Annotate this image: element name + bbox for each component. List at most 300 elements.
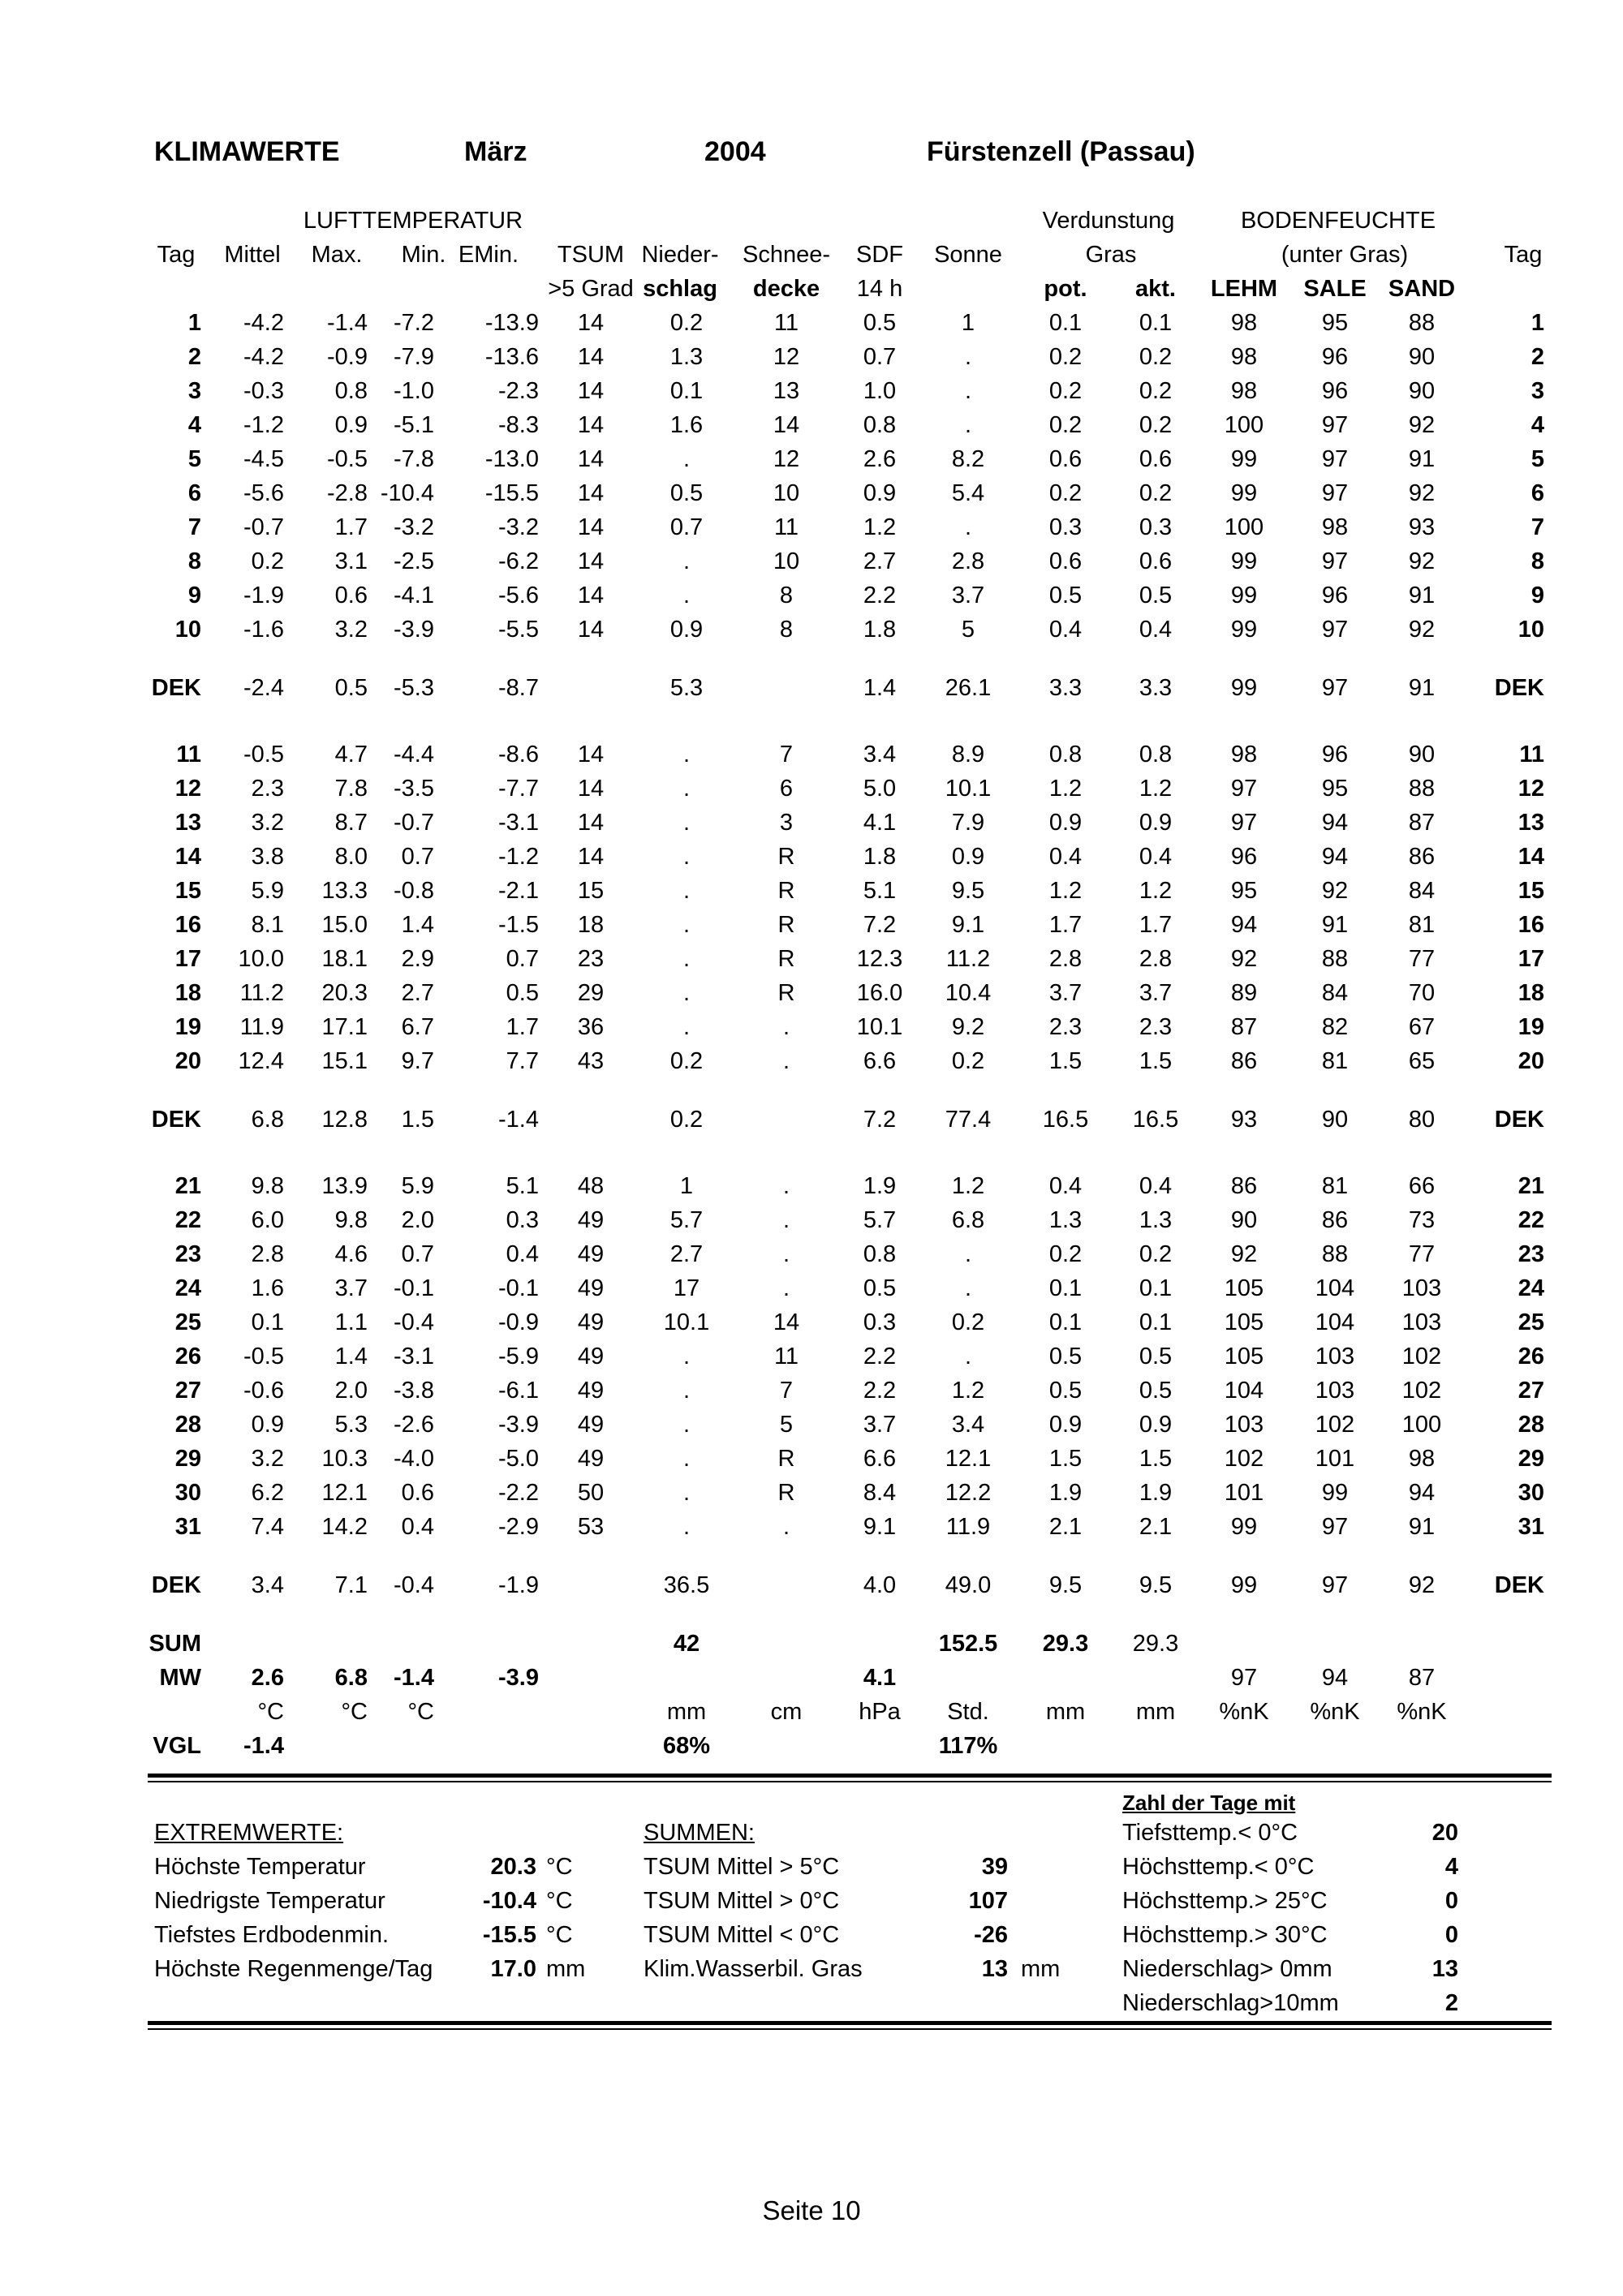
cell-sdf: 1.2 bbox=[863, 514, 897, 540]
extreme-unit: °C bbox=[546, 1854, 573, 1880]
cell-min: -0.1 bbox=[394, 1275, 434, 1301]
cell-verd-akt: 9.5 bbox=[1139, 1572, 1173, 1598]
sums-title: SUMMEN: bbox=[644, 1820, 755, 1846]
cell-min: -1.0 bbox=[394, 378, 434, 404]
col-header-sdf: SDF bbox=[856, 242, 903, 268]
col-header-max: Max. bbox=[311, 242, 363, 268]
cell-sdf: 2.2 bbox=[863, 1344, 897, 1369]
cell-schneedecke: 7 bbox=[779, 742, 794, 767]
station-name: Fürstenzell (Passau) bbox=[927, 136, 1195, 167]
cell-mittel: °C bbox=[257, 1699, 284, 1725]
col-header-niederschlag: Nieder- bbox=[641, 242, 719, 268]
cell-min: -10.4 bbox=[380, 480, 434, 506]
cell-min: -0.7 bbox=[394, 810, 434, 836]
cell-verd-akt: 0.4 bbox=[1139, 844, 1173, 870]
cell-verd-akt: 0.2 bbox=[1139, 378, 1173, 404]
cell-verd-pot: 3.7 bbox=[1048, 980, 1083, 1006]
cell-sdf: 3.7 bbox=[863, 1412, 897, 1438]
cell-sale: 94 bbox=[1321, 1665, 1349, 1691]
table-row bbox=[0, 737, 1623, 772]
cell-mittel: 0.1 bbox=[251, 1309, 284, 1335]
cell-mittel: -1.2 bbox=[243, 412, 284, 438]
table-row bbox=[0, 442, 1623, 476]
cell-tsum: 14 bbox=[577, 617, 605, 643]
cell-min: -7.9 bbox=[394, 344, 434, 370]
cell-sale: 90 bbox=[1321, 1107, 1349, 1133]
cell-sale: 92 bbox=[1321, 878, 1349, 904]
cell-schneedecke: . bbox=[782, 1207, 790, 1233]
cell-min: 2.7 bbox=[401, 980, 434, 1006]
cell-verd-pot: 0.3 bbox=[1048, 514, 1083, 540]
cell-sale: 97 bbox=[1321, 446, 1349, 472]
cell-sand: 77 bbox=[1408, 1241, 1436, 1267]
cell-emin: 0.3 bbox=[506, 1207, 539, 1233]
cell-tag-right: DEK bbox=[1494, 1572, 1544, 1598]
cell-emin: 0.5 bbox=[506, 980, 539, 1006]
cell-tag: 20 bbox=[174, 1048, 201, 1074]
cell-max: -1.4 bbox=[327, 310, 368, 336]
cell-niederschlag: . bbox=[682, 1344, 691, 1369]
extreme-label: Höchste Temperatur bbox=[154, 1854, 366, 1880]
cell-lehm: 93 bbox=[1230, 1107, 1258, 1133]
table-row bbox=[0, 1271, 1623, 1305]
cell-lehm: 101 bbox=[1224, 1480, 1264, 1506]
cell-min: 0.7 bbox=[401, 1241, 434, 1267]
cell-schneedecke: 8 bbox=[779, 617, 794, 643]
cell-sand: 84 bbox=[1408, 878, 1436, 904]
cell-min: -5.3 bbox=[394, 675, 434, 701]
cell-schneedecke: 10 bbox=[773, 480, 800, 506]
cell-tag-right: 15 bbox=[1518, 878, 1544, 904]
cell-tag-right: 30 bbox=[1518, 1480, 1544, 1506]
cell-min: 0.4 bbox=[401, 1514, 434, 1540]
cell-min: 5.9 bbox=[401, 1173, 434, 1199]
table-row bbox=[0, 1442, 1623, 1476]
cell-niederschlag: . bbox=[682, 810, 691, 836]
cell-niederschlag: 1.6 bbox=[669, 412, 704, 438]
cell-lehm: 89 bbox=[1230, 980, 1258, 1006]
cell-sonne: 117% bbox=[938, 1733, 998, 1759]
stats-row-3 bbox=[0, 1918, 1623, 1952]
cell-verd-pot: 1.5 bbox=[1048, 1446, 1083, 1472]
cell-niederschlag: . bbox=[682, 1514, 691, 1540]
cell-verd-akt: 1.5 bbox=[1139, 1048, 1173, 1074]
cell-sand: 102 bbox=[1401, 1344, 1442, 1369]
cell-sonne: 8.2 bbox=[951, 446, 985, 472]
cell-verd-pot: 0.8 bbox=[1048, 742, 1083, 767]
cell-lehm: 99 bbox=[1230, 1514, 1258, 1540]
cell-sdf: 1.8 bbox=[863, 617, 897, 643]
cell-sonne: Std. bbox=[947, 1699, 989, 1725]
table-row bbox=[0, 908, 1623, 942]
cell-tag: VGL bbox=[153, 1733, 201, 1759]
cell-tag-right: 7 bbox=[1530, 514, 1544, 540]
cell-sale: %nK bbox=[1310, 1699, 1360, 1725]
stats-row-0 bbox=[0, 1816, 1623, 1850]
cell-verd-akt: mm bbox=[1135, 1699, 1176, 1725]
cell-sand: 65 bbox=[1408, 1048, 1436, 1074]
cell-sdf: 4.1 bbox=[863, 810, 897, 836]
cell-max: 0.8 bbox=[334, 378, 368, 404]
col-header-unter-gras: (unter Gras) bbox=[1281, 242, 1409, 268]
cell-sdf: 0.5 bbox=[863, 1275, 897, 1301]
cell-sale: 88 bbox=[1321, 1241, 1349, 1267]
sum-label: TSUM Mittel < 0°C bbox=[644, 1922, 840, 1948]
cell-verd-pot: 0.5 bbox=[1048, 1344, 1083, 1369]
extremes-title: EXTREMWERTE: bbox=[154, 1820, 344, 1846]
cell-sdf: 4.0 bbox=[863, 1572, 897, 1598]
cell-max: -2.8 bbox=[327, 480, 368, 506]
cell-verd-pot: 2.8 bbox=[1048, 946, 1083, 972]
cell-niederschlag: . bbox=[682, 946, 691, 972]
cell-verd-akt: 0.8 bbox=[1139, 742, 1173, 767]
cell-schneedecke: 14 bbox=[773, 1309, 800, 1335]
cell-emin: -8.7 bbox=[498, 675, 539, 701]
cell-max: 20.3 bbox=[321, 980, 368, 1006]
cell-niederschlag: . bbox=[682, 1446, 691, 1472]
extreme-value: -10.4 bbox=[482, 1888, 536, 1914]
table-row bbox=[0, 544, 1623, 578]
cell-niederschlag: 0.9 bbox=[669, 617, 704, 643]
cell-lehm: 99 bbox=[1230, 617, 1258, 643]
cell-max: 3.2 bbox=[334, 617, 368, 643]
cell-tsum: 36 bbox=[577, 1014, 605, 1040]
cell-schneedecke: R bbox=[777, 1480, 795, 1506]
cell-tag-right: 8 bbox=[1530, 548, 1544, 574]
cell-verd-akt: 0.1 bbox=[1139, 310, 1173, 336]
cell-max: 12.8 bbox=[321, 1107, 368, 1133]
cell-verd-akt: 3.3 bbox=[1139, 675, 1173, 701]
col-header-niederschlag-2: schlag bbox=[643, 276, 717, 302]
cell-tag-right: 21 bbox=[1518, 1173, 1544, 1199]
cell-emin: -2.9 bbox=[498, 1514, 539, 1540]
cell-lehm: 90 bbox=[1230, 1207, 1258, 1233]
cell-verd-akt: 0.9 bbox=[1139, 810, 1173, 836]
col-header-pot: pot. bbox=[1044, 276, 1087, 302]
comparison-row bbox=[0, 1729, 1623, 1763]
cell-sale: 94 bbox=[1321, 810, 1349, 836]
cell-min: -0.4 bbox=[394, 1309, 434, 1335]
cell-lehm: 98 bbox=[1230, 310, 1258, 336]
cell-tsum: 14 bbox=[577, 844, 605, 870]
table-row bbox=[0, 1305, 1623, 1339]
cell-schneedecke: 11 bbox=[773, 1344, 799, 1369]
table-row bbox=[0, 1374, 1623, 1408]
cell-schneedecke: 12 bbox=[773, 446, 800, 472]
table-row bbox=[0, 1408, 1623, 1442]
cell-mittel: -4.2 bbox=[243, 310, 284, 336]
cell-sale: 103 bbox=[1315, 1378, 1355, 1404]
cell-verd-pot: 0.2 bbox=[1048, 378, 1083, 404]
cell-tag-right: 29 bbox=[1518, 1446, 1544, 1472]
cell-tag: DEK bbox=[151, 1572, 201, 1598]
cell-emin: -8.6 bbox=[498, 742, 539, 767]
cell-tag: 21 bbox=[174, 1173, 201, 1199]
cell-sdf: 1.9 bbox=[863, 1173, 897, 1199]
cell-min: 1.5 bbox=[401, 1107, 434, 1133]
cell-emin: -13.6 bbox=[484, 344, 539, 370]
cell-tsum: 14 bbox=[577, 344, 605, 370]
cell-mittel: 3.4 bbox=[251, 1572, 284, 1598]
cell-sand: %nK bbox=[1397, 1699, 1447, 1725]
cell-niederschlag: 0.1 bbox=[669, 378, 704, 404]
cell-tsum: 14 bbox=[577, 412, 605, 438]
cell-max: 3.1 bbox=[334, 548, 368, 574]
cell-lehm: 103 bbox=[1224, 1412, 1264, 1438]
cell-sale: 96 bbox=[1321, 583, 1349, 608]
cell-schneedecke: 10 bbox=[773, 548, 800, 574]
cell-tag: 28 bbox=[174, 1412, 201, 1438]
cell-min: -2.6 bbox=[394, 1412, 434, 1438]
report-title: KLIMAWERTE bbox=[154, 136, 340, 167]
cell-tsum: 53 bbox=[577, 1514, 605, 1540]
cell-tag-right: 3 bbox=[1530, 378, 1544, 404]
cell-emin: -2.1 bbox=[498, 878, 539, 904]
cell-schneedecke: 13 bbox=[773, 378, 800, 404]
cell-lehm: 99 bbox=[1230, 548, 1258, 574]
col-header-tag: Tag bbox=[157, 242, 196, 268]
page-header bbox=[151, 136, 1530, 177]
cell-verd-pot: 0.4 bbox=[1048, 617, 1083, 643]
cell-verd-akt: 29.3 bbox=[1132, 1631, 1179, 1657]
cell-sand: 88 bbox=[1408, 776, 1436, 802]
cell-emin: -2.3 bbox=[498, 378, 539, 404]
cell-verd-pot: 0.1 bbox=[1048, 310, 1083, 336]
cell-sale: 104 bbox=[1315, 1275, 1355, 1301]
cell-sonne: . bbox=[964, 514, 972, 540]
cell-sonne: 5.4 bbox=[951, 480, 985, 506]
cell-schneedecke: 14 bbox=[773, 412, 800, 438]
cell-mittel: -1.9 bbox=[243, 583, 284, 608]
cell-tag-right: 11 bbox=[1519, 742, 1544, 767]
cell-emin: -5.9 bbox=[498, 1344, 539, 1369]
cell-sand: 73 bbox=[1408, 1207, 1436, 1233]
cell-sdf: 4.1 bbox=[863, 1665, 897, 1691]
cell-emin: -15.5 bbox=[484, 480, 539, 506]
table-row bbox=[0, 1476, 1623, 1510]
cell-emin: -13.0 bbox=[484, 446, 539, 472]
cell-verd-pot: 0.2 bbox=[1048, 480, 1083, 506]
cell-lehm: 86 bbox=[1230, 1048, 1258, 1074]
cell-sale: 97 bbox=[1321, 412, 1349, 438]
cell-sand: 90 bbox=[1408, 344, 1436, 370]
cell-sale: 86 bbox=[1321, 1207, 1349, 1233]
cell-sale: 95 bbox=[1321, 310, 1349, 336]
cell-sale: 94 bbox=[1321, 844, 1349, 870]
cell-niederschlag: . bbox=[682, 980, 691, 1006]
cell-sonne: 49.0 bbox=[945, 1572, 992, 1598]
cell-sdf: 12.3 bbox=[856, 946, 903, 972]
cell-tag-right: 22 bbox=[1518, 1207, 1544, 1233]
cell-schneedecke: 7 bbox=[779, 1378, 794, 1404]
cell-emin: 0.4 bbox=[506, 1241, 539, 1267]
table-row bbox=[0, 340, 1623, 374]
cell-niederschlag: 0.2 bbox=[669, 310, 704, 336]
cell-verd-akt: 0.1 bbox=[1139, 1309, 1173, 1335]
cell-verd-pot: 2.1 bbox=[1048, 1514, 1083, 1540]
cell-niederschlag: 0.5 bbox=[669, 480, 704, 506]
cell-sand: 103 bbox=[1401, 1309, 1442, 1335]
cell-niederschlag: 1.3 bbox=[669, 344, 704, 370]
extreme-value: 20.3 bbox=[490, 1854, 536, 1880]
cell-niederschlag: 1 bbox=[679, 1173, 694, 1199]
cell-mittel: -0.5 bbox=[243, 742, 284, 767]
cell-sand: 77 bbox=[1408, 946, 1436, 972]
cell-min: -4.1 bbox=[394, 583, 434, 608]
cell-min: 2.0 bbox=[401, 1207, 434, 1233]
cell-verd-pot: 0.1 bbox=[1048, 1309, 1083, 1335]
extreme-value: -15.5 bbox=[482, 1922, 536, 1948]
cell-niederschlag: . bbox=[682, 1014, 691, 1040]
cell-verd-pot: 0.5 bbox=[1048, 1378, 1083, 1404]
cell-sand: 92 bbox=[1408, 1572, 1436, 1598]
cell-sdf: 7.2 bbox=[863, 1107, 897, 1133]
cell-min: -0.4 bbox=[394, 1572, 434, 1598]
cell-sonne: 2.8 bbox=[951, 548, 985, 574]
cell-verd-akt: 3.7 bbox=[1139, 980, 1173, 1006]
cell-mittel: 6.2 bbox=[251, 1480, 284, 1506]
cell-verd-pot: 0.5 bbox=[1048, 583, 1083, 608]
table-row bbox=[0, 1237, 1623, 1271]
cell-mittel: 12.4 bbox=[238, 1048, 284, 1074]
cell-emin: -6.1 bbox=[498, 1378, 539, 1404]
cell-niederschlag: 10.1 bbox=[663, 1309, 710, 1335]
cell-tag: 9 bbox=[187, 583, 201, 608]
cell-sonne: 11.9 bbox=[945, 1514, 991, 1540]
cell-min: -2.5 bbox=[394, 548, 434, 574]
cell-sale: 81 bbox=[1321, 1173, 1349, 1199]
cell-mittel: 9.8 bbox=[251, 1173, 284, 1199]
days-count-label: Höchsttemp.> 30°C bbox=[1122, 1922, 1328, 1948]
cell-verd-pot: 0.4 bbox=[1048, 844, 1083, 870]
cell-sand: 87 bbox=[1408, 810, 1436, 836]
cell-emin: -5.5 bbox=[498, 617, 539, 643]
cell-lehm: 97 bbox=[1230, 776, 1258, 802]
sum-value: 107 bbox=[968, 1888, 1008, 1914]
cell-sonne: 9.2 bbox=[951, 1014, 985, 1040]
cell-tag: DEK bbox=[151, 1107, 201, 1133]
cell-tag: 18 bbox=[174, 980, 201, 1006]
cell-sale: 95 bbox=[1321, 776, 1349, 802]
cell-mittel: -4.5 bbox=[243, 446, 284, 472]
cell-min: 1.4 bbox=[401, 912, 434, 938]
cell-sonne: 3.7 bbox=[951, 583, 985, 608]
cell-verd-akt: 0.2 bbox=[1139, 412, 1173, 438]
cell-tag: 7 bbox=[187, 514, 201, 540]
cell-max: 1.7 bbox=[334, 514, 368, 540]
cell-sonne: 8.9 bbox=[951, 742, 985, 767]
cell-sonne: 1 bbox=[961, 310, 975, 336]
cell-verd-akt: 2.1 bbox=[1139, 1514, 1173, 1540]
cell-schneedecke: 3 bbox=[779, 810, 794, 836]
cell-sonne: 10.1 bbox=[945, 776, 992, 802]
cell-verd-akt: 0.2 bbox=[1139, 344, 1173, 370]
cell-tag-right: 1 bbox=[1530, 310, 1544, 336]
cell-emin: -6.2 bbox=[498, 548, 539, 574]
cell-min: -5.1 bbox=[394, 412, 434, 438]
cell-sonne: 11.2 bbox=[945, 946, 991, 972]
lufttemperatur-heading: LUFTTEMPERATUR bbox=[303, 208, 523, 234]
cell-tag: 2 bbox=[187, 344, 201, 370]
cell-sdf: 2.6 bbox=[863, 446, 897, 472]
cell-niederschlag: 36.5 bbox=[663, 1572, 710, 1598]
cell-tag: 12 bbox=[174, 776, 201, 802]
cell-sand: 91 bbox=[1408, 446, 1436, 472]
cell-sdf: 1.4 bbox=[863, 675, 897, 701]
cell-tag-right: 12 bbox=[1518, 776, 1544, 802]
cell-tsum: 14 bbox=[577, 310, 605, 336]
cell-min: -7.2 bbox=[394, 310, 434, 336]
cell-sdf: 7.2 bbox=[863, 912, 897, 938]
cell-niederschlag: 0.7 bbox=[669, 514, 704, 540]
cell-verd-akt: 0.6 bbox=[1139, 548, 1173, 574]
cell-max: 7.1 bbox=[334, 1572, 368, 1598]
cell-sand: 92 bbox=[1408, 617, 1436, 643]
cell-lehm: 98 bbox=[1230, 378, 1258, 404]
cell-lehm: 96 bbox=[1230, 844, 1258, 870]
col-header-tsum: TSUM bbox=[557, 242, 625, 268]
cell-verd-pot: 2.3 bbox=[1048, 1014, 1083, 1040]
cell-emin: -1.9 bbox=[498, 1572, 539, 1598]
cell-verd-pot: 1.3 bbox=[1048, 1207, 1083, 1233]
table-row bbox=[0, 1010, 1623, 1044]
column-header-line-3 bbox=[0, 272, 1623, 306]
cell-verd-pot: mm bbox=[1045, 1699, 1086, 1725]
stats-row-2 bbox=[0, 1884, 1623, 1918]
cell-lehm: 99 bbox=[1230, 583, 1258, 608]
cell-mittel: 2.6 bbox=[251, 1665, 284, 1691]
cell-sonne: 1.2 bbox=[951, 1173, 985, 1199]
cell-sale: 103 bbox=[1315, 1344, 1355, 1369]
table-row bbox=[0, 476, 1623, 510]
cell-min: 0.7 bbox=[401, 844, 434, 870]
days-count-value: 20 bbox=[1431, 1820, 1458, 1846]
cell-schneedecke: . bbox=[782, 1275, 790, 1301]
cell-mittel: 0.9 bbox=[251, 1412, 284, 1438]
table-row bbox=[0, 1203, 1623, 1237]
cell-tsum: 14 bbox=[577, 514, 605, 540]
cell-tag: SUM bbox=[149, 1631, 201, 1657]
cell-tag: 13 bbox=[174, 810, 201, 836]
cell-verd-akt: 1.7 bbox=[1139, 912, 1173, 938]
cell-lehm: 98 bbox=[1230, 742, 1258, 767]
cell-verd-akt: 0.5 bbox=[1139, 1344, 1173, 1369]
cell-max: 13.9 bbox=[321, 1173, 368, 1199]
cell-sonne: 5 bbox=[961, 617, 975, 643]
cell-tag-right: 18 bbox=[1518, 980, 1544, 1006]
table-row bbox=[0, 578, 1623, 613]
cell-tsum: 29 bbox=[577, 980, 605, 1006]
cell-lehm: 92 bbox=[1230, 1241, 1258, 1267]
cell-min: -3.2 bbox=[394, 514, 434, 540]
cell-sale: 82 bbox=[1321, 1014, 1349, 1040]
cell-emin: 0.7 bbox=[506, 946, 539, 972]
cell-tag-right: 16 bbox=[1518, 912, 1544, 938]
cell-lehm: 97 bbox=[1230, 810, 1258, 836]
cell-max: 0.6 bbox=[334, 583, 368, 608]
decade-summary-row bbox=[0, 1568, 1623, 1602]
days-count-title-row bbox=[0, 1786, 1623, 1820]
cell-verd-pot: 1.9 bbox=[1048, 1480, 1083, 1506]
cell-verd-akt: 1.9 bbox=[1139, 1480, 1173, 1506]
cell-lehm: 102 bbox=[1224, 1446, 1264, 1472]
divider-bottom bbox=[148, 2021, 1552, 2030]
extreme-unit: °C bbox=[546, 1888, 573, 1914]
table-row bbox=[0, 976, 1623, 1010]
cell-sdf: 0.9 bbox=[863, 480, 897, 506]
cell-min: -0.8 bbox=[394, 878, 434, 904]
cell-verd-akt: 0.5 bbox=[1139, 583, 1173, 608]
